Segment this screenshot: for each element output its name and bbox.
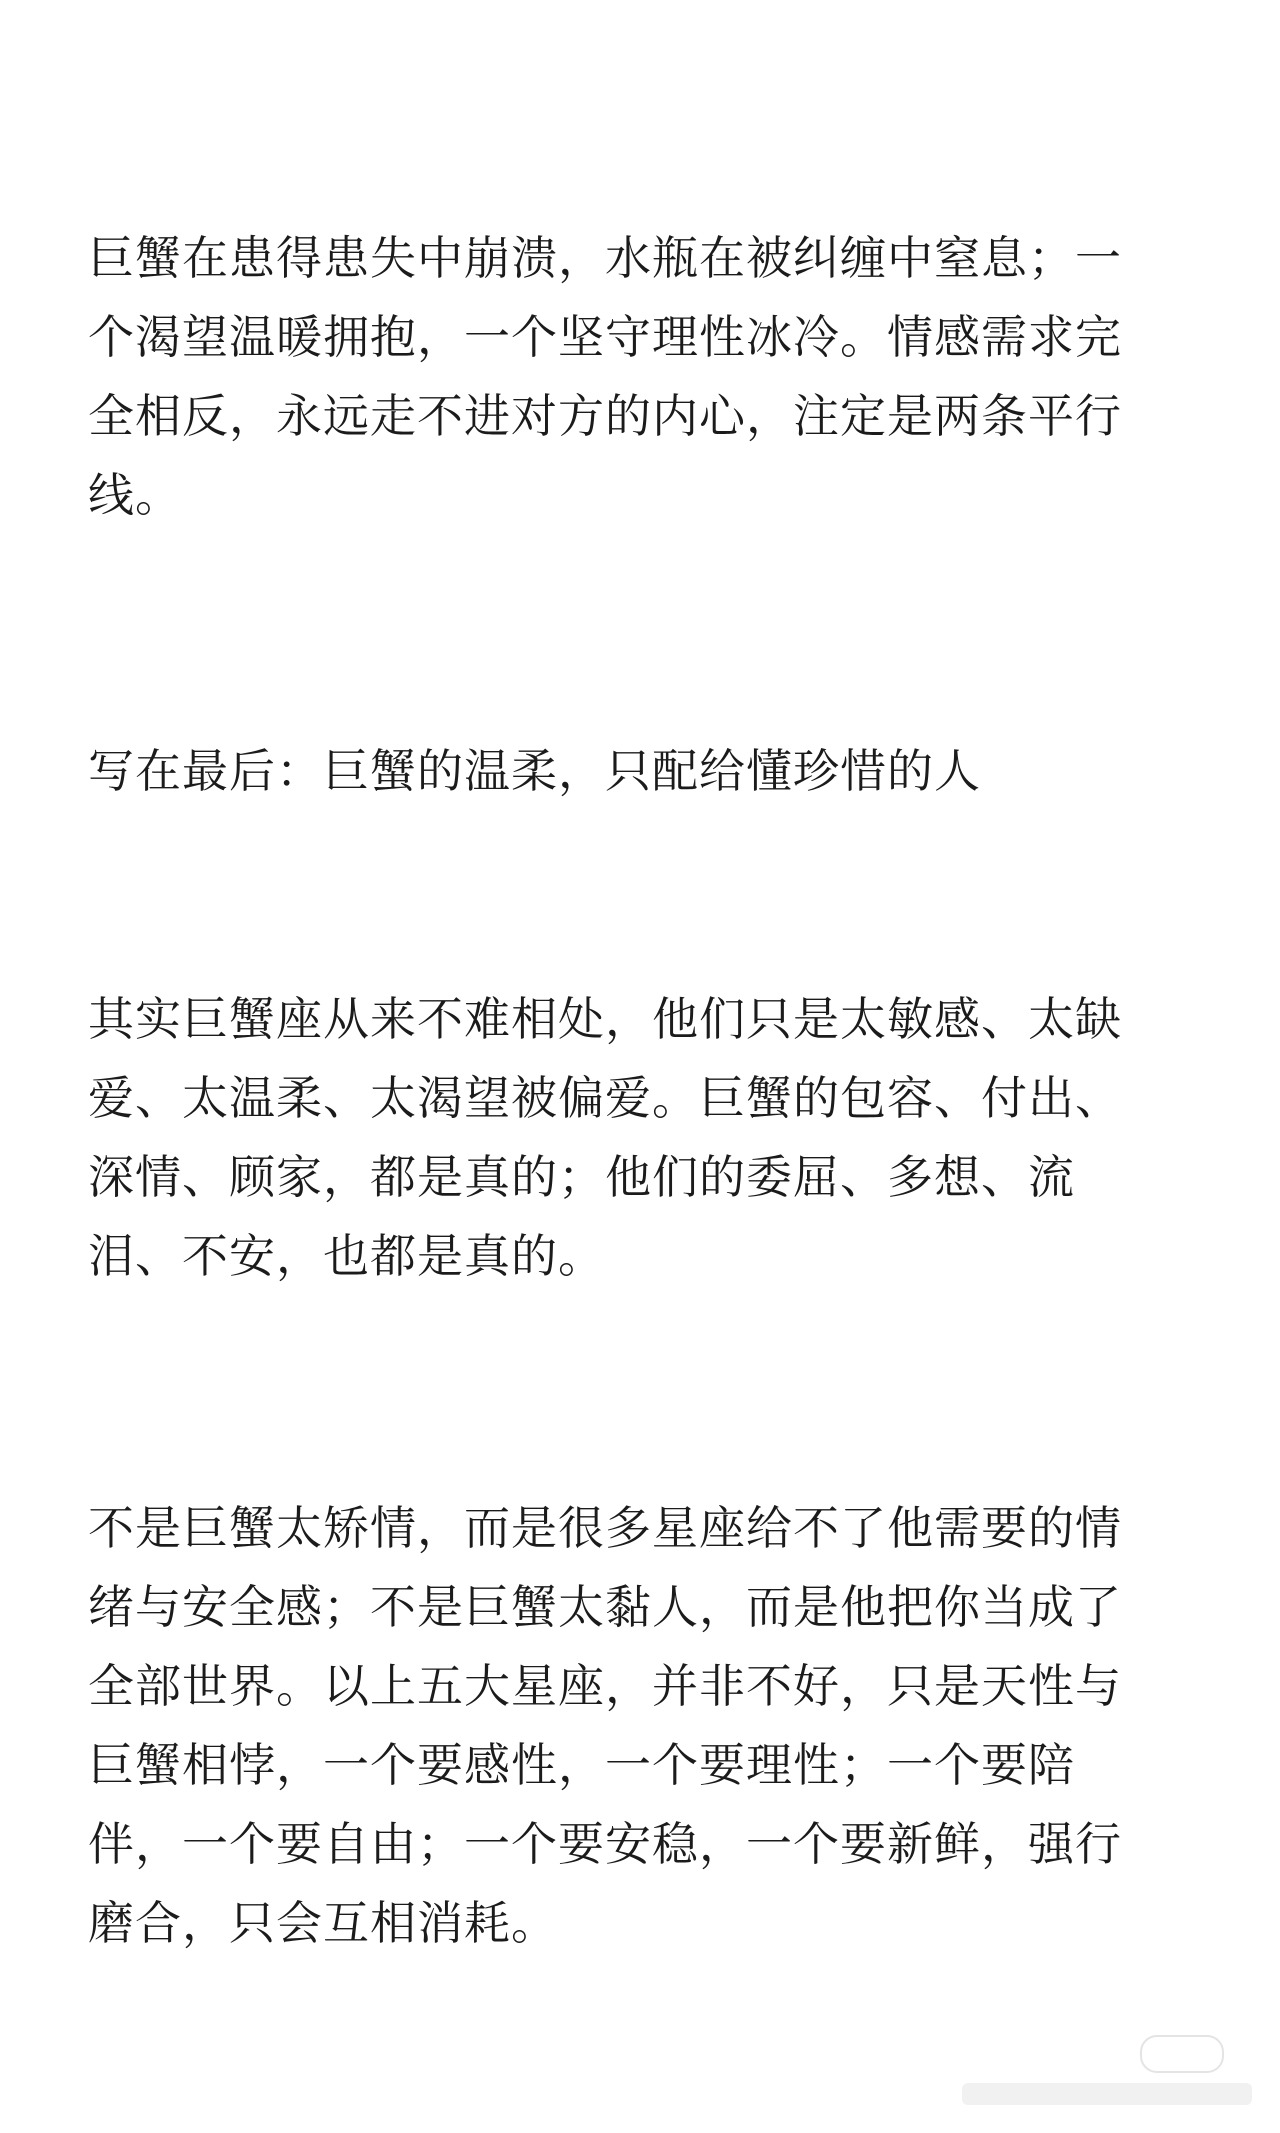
paragraph-line: 绪与安全感；不是巨蟹太黏人，而是他把你当成了 [88, 1580, 1122, 1634]
paragraph-conclusion [88, 1489, 1122, 1963]
paragraph-line: 磨合，只会互相消耗。 [88, 1896, 558, 1950]
section-heading-closing [88, 732, 981, 811]
paragraph-line: 不是巨蟹太矫情，而是很多星座给不了他需要的情 [88, 1501, 1122, 1555]
watermark-logo [1140, 2035, 1224, 2073]
heading-line: 写在最后：巨蟹的温柔，只配给懂珍惜的人 [88, 744, 981, 798]
paragraph-cancer-nature [88, 980, 1122, 1296]
watermark [952, 2033, 1252, 2113]
paragraph-line: 巨蟹在患得患失中崩溃，水瓶在被纠缠中窒息；一 [88, 231, 1122, 285]
paragraph-line: 爱、太温柔、太渴望被偏爱。巨蟹的包容、付出、 [88, 1071, 1122, 1125]
paragraph-line: 线。 [88, 468, 182, 522]
paragraph-cancer-aquarius [88, 219, 1122, 535]
paragraph-line: 其实巨蟹座从来不难相处，他们只是太敏感、太缺 [88, 992, 1122, 1046]
paragraph-line: 深情、顾家，都是真的；他们的委屈、多想、流 [88, 1150, 1075, 1204]
paragraph-line: 巨蟹相悖，一个要感性，一个要理性；一个要陪 [88, 1738, 1075, 1792]
paragraph-line: 全相反，永远走不进对方的内心，注定是两条平行 [88, 389, 1122, 443]
paragraph-line: 全部世界。以上五大星座，并非不好，只是天性与 [88, 1659, 1122, 1713]
paragraph-line: 伴，一个要自由；一个要安稳，一个要新鲜，强行 [88, 1817, 1122, 1871]
paragraph-line: 泪、不安，也都是真的。 [88, 1229, 605, 1283]
watermark-caption [962, 2083, 1252, 2105]
paragraph-line: 个渴望温暖拥抱，一个坚守理性冰冷。情感需求完 [88, 310, 1122, 364]
